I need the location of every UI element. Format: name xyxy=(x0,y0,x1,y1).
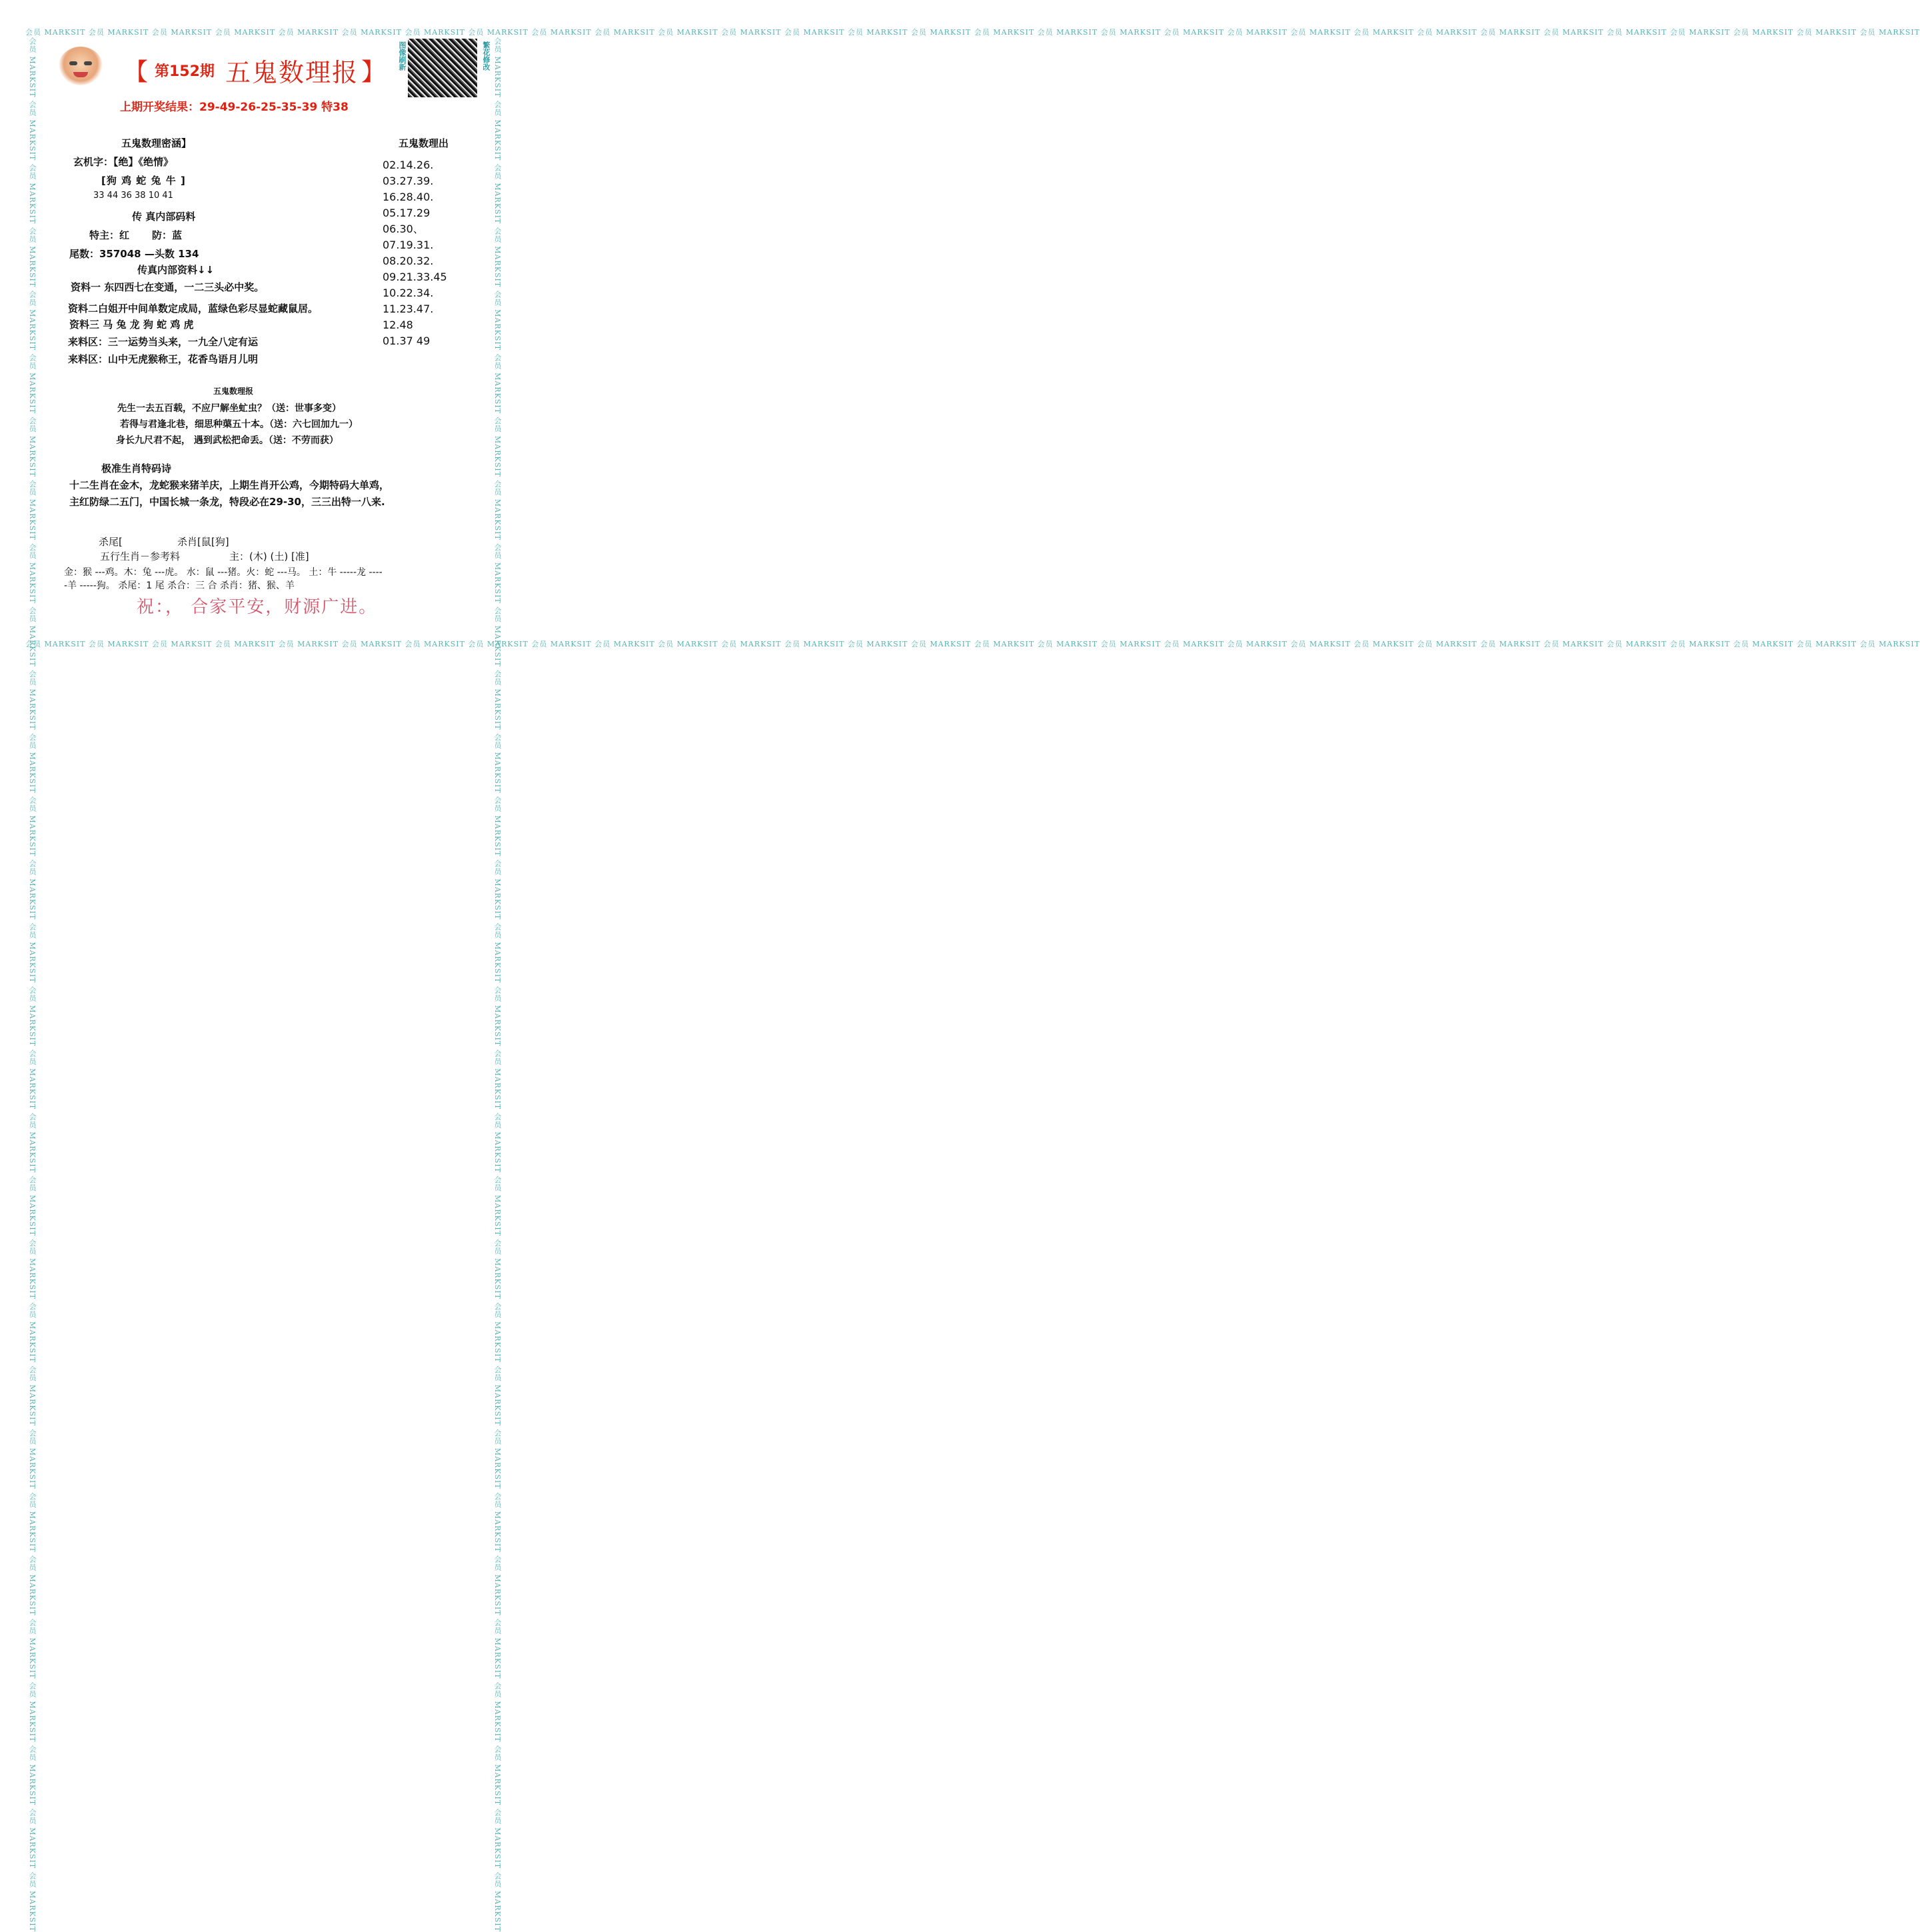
right-border-watermark: 会员 MARKSIT 会员 MARKSIT 会员 MARKSIT 会员 MARKSIT 会员 MARKSIT 会员 MARKSIT 会员 MARKSIT 会员 MARKSIT 会员 MARKSIT 会员 MARKSIT 会员 MARKSIT 会员 MARKSIT 会员 MARKSIT 会员 MARKSIT 会员 MARKSIT 会员 MARKSIT 会员 MARKSIT 会员 MARKSIT 会员 MARKSIT 会员 MARKSIT 会员 MARKSIT 会员 MARKSIT 会员 MARKSIT 会员 MARKSIT 会员 MARKSIT 会员 MARKSIT 会员 MARKSIT 会员 MARKSIT 会员 MARKSIT 会员 MARKSIT xyxy=(493,37,502,1932)
qr-code-image xyxy=(408,39,477,97)
xuanji-text: 玄机字：【绝】《绝情》 xyxy=(73,156,174,168)
left-heading: 五鬼数理密涵】 xyxy=(121,137,192,149)
avatar-mouth xyxy=(73,72,88,77)
number-group: 01.37 49 xyxy=(383,335,431,347)
number-group: 05.17.29 xyxy=(383,207,431,219)
poem-line: 主红防绿二五门，中国长城一条龙，特段必在29-30，三三出特一八来. xyxy=(69,496,385,508)
number-group: 11.23.47. xyxy=(383,303,434,315)
riddle-line-3: 身长九尺君不起， 遇到武松把命丢。（送：不劳而获） xyxy=(116,435,339,446)
page-title: 五鬼数理报 xyxy=(225,58,359,87)
shawei-label: 杀尾[ xyxy=(99,536,123,548)
top-border-watermark: 会员 MARKSIT 会员 MARKSIT 会员 MARKSIT 会员 MARKSIT 会员 MARKSIT 会员 MARKSIT 会员 MARKSIT 会员 MARKSIT 会员 MARKSIT 会员 MARKSIT 会员 MARKSIT 会员 MARKSIT 会员 MARKSIT 会员 MARKSIT 会员 MARKSIT 会员 MARKSIT 会员 MARKSIT 会员 MARKSIT 会员 MARKSIT 会员 MARKSIT 会员 MARKSIT 会员 MARKSIT 会员 MARKSIT 会员 MARKSIT 会员 MARKSIT 会员 MARKSIT 会员 MARKSIT 会员 MARKSIT 会员 MARKSIT 会员 MARKSIT xyxy=(25,28,1920,37)
shaxiao-label: 杀肖[鼠[狗] xyxy=(177,536,229,548)
title-bracket-left: 【 xyxy=(124,59,149,86)
riddle-line-1: 先生一去五百载，不应尸解坐虻虫？（送：世事多变） xyxy=(117,403,341,414)
left-border-watermark: 会员 MARKSIT 会员 MARKSIT 会员 MARKSIT 会员 MARKSIT 会员 MARKSIT 会员 MARKSIT 会员 MARKSIT 会员 MARKSIT 会员 MARKSIT 会员 MARKSIT 会员 MARKSIT 会员 MARKSIT 会员 MARKSIT 会员 MARKSIT 会员 MARKSIT 会员 MARKSIT 会员 MARKSIT 会员 MARKSIT 会员 MARKSIT 会员 MARKSIT 会员 MARKSIT 会员 MARKSIT 会员 MARKSIT 会员 MARKSIT 会员 MARKSIT 会员 MARKSIT 会员 MARKSIT 会员 MARKSIT 会员 MARKSIT 会员 MARKSIT xyxy=(28,37,37,1932)
qr-left-caption: 图像刷新 xyxy=(398,41,407,71)
fax-heading-2: 传真内部资料↓↓ xyxy=(137,264,215,276)
right-heading: 五鬼数理出 xyxy=(399,137,449,149)
ziliao-1: 资料一 东四西七在变通，一二三头必中奖。 xyxy=(71,281,265,293)
ziliao-2: 资料二白姐开中间单数定成局，蓝绿色彩尽显蛇藏鼠居。 xyxy=(68,303,319,315)
number-group: 08.20.32. xyxy=(383,255,434,267)
ziliao-3: 资料三 马 兔 龙 狗 蛇 鸡 虎 xyxy=(69,319,194,331)
blessing-text: 祝：， 合家平安，财源广进。 xyxy=(137,597,378,617)
poem-heading: 极准生肖特码诗 xyxy=(101,463,172,475)
zhu-label: 主：(木) (土) [准] xyxy=(229,550,309,562)
number-group: 16.28.40. xyxy=(383,191,434,203)
number-group: 09.21.33.45 xyxy=(383,271,447,283)
fang-text: 防：蓝 xyxy=(152,229,183,241)
laiqu-1: 来料区：三一运势当头来，一九全八定有运 xyxy=(68,336,259,348)
avatar-eye xyxy=(84,61,92,65)
animals-list: [狗 鸡 蛇 兔 牛 ] xyxy=(101,175,186,187)
poem-body xyxy=(69,477,389,510)
bottom-border-watermark: 会员 MARKSIT 会员 MARKSIT 会员 MARKSIT 会员 MARKSIT 会员 MARKSIT 会员 MARKSIT 会员 MARKSIT 会员 MARKSIT 会员 MARKSIT 会员 MARKSIT 会员 MARKSIT 会员 MARKSIT 会员 MARKSIT 会员 MARKSIT 会员 MARKSIT 会员 MARKSIT 会员 MARKSIT 会员 MARKSIT 会员 MARKSIT 会员 MARKSIT 会员 MARKSIT 会员 MARKSIT 会员 MARKSIT 会员 MARKSIT 会员 MARKSIT 会员 MARKSIT 会员 MARKSIT 会员 MARKSIT 会员 MARKSIT 会员 MARKSIT xyxy=(25,640,1920,648)
issue-number: 第152期 xyxy=(155,63,215,80)
laiqu-2: 来料区：山中无虎猴称王，花香鸟语月儿明 xyxy=(68,353,259,365)
wuxing-line-2: -羊 -----狗。 杀尾：1 尾 杀合：三 合 杀肖：猪、猴、羊 xyxy=(64,580,295,591)
te-zhu-text: 特主：红 xyxy=(89,229,130,241)
portrait-avatar xyxy=(59,47,103,85)
avatar-eye xyxy=(69,61,77,65)
number-group: 06.30、 xyxy=(383,223,424,235)
last-draw-result: 上期开奖结果：29-49-26-25-35-39 特38 xyxy=(120,101,349,114)
fax-heading-1: 传 真内部码料 xyxy=(132,211,196,223)
number-groups-list xyxy=(383,157,447,349)
number-group: 07.19.31. xyxy=(383,239,434,251)
number-group: 10.22.34. xyxy=(383,287,434,299)
weishu-text: 尾数：357048 —头数 134 xyxy=(69,248,199,260)
wuxing-line-1: 金：猴 ---鸡。木：兔 ---虎。 水：鼠 ---猪。火：蛇 ---马。 土：牛 -----龙 ---- xyxy=(64,567,383,578)
wuxing-label: 五行生肖－参考料 xyxy=(100,550,181,562)
number-list: 33 44 36 38 10 41 xyxy=(93,191,173,201)
number-group: 03.27.39. xyxy=(383,175,434,187)
riddle-line-2: 若得与君逢北巷，细思种蕖五十本。（送：六七回加九一） xyxy=(120,419,358,430)
qr-right-caption: 繁花修改 xyxy=(482,41,490,71)
number-group: 02.14.26. xyxy=(383,159,434,171)
number-group: 12.48 xyxy=(383,319,413,331)
title-bracket-right: 】 xyxy=(361,59,386,86)
poem-line: 十二生肖在金木，龙蛇猴来猪羊庆，上期生肖开公鸡，今期特码大单鸡， xyxy=(69,479,390,491)
middle-subheading: 五鬼数理报 xyxy=(213,387,254,396)
